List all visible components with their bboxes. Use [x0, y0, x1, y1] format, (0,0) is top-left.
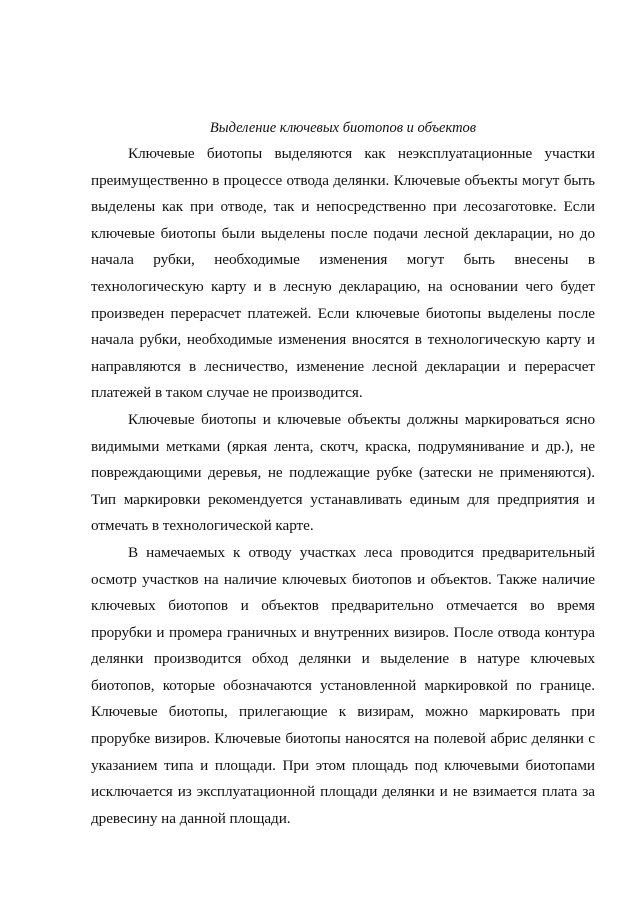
- document-body: [91, 118, 595, 832]
- section-title: Выделение ключевых биотопов и объектов: [209, 120, 477, 136]
- paragraph-3: В намечаемых к отводу участках леса проводится предварительный осмотр участков на наличие ключевых биотопов и объектов. Также наличие ключевых биотопов и объектов предварительно отмечается во время прорубки и промера граничных и внутренних визиров. После отвода контура делянки производится обход делянки и выделение в натуре ключевых биотопов, которые обозначаются установленной маркировкой по границе. Ключевые биотопы, прилегающие к визирам, можно маркировать при прорубке визиров. Ключевые биотопы наносятся на полевой абрис делянки с указанием типа и площади. При этом площадь под ключевыми биотопами исключается из эксплуатационной площади делянки и не взимается плата за древесину на данной площади.: [91, 543, 595, 827]
- paragraph-1: Ключевые биотопы выделяются как неэксплуатационные участки преимущественно в процессе отвода делянки. Ключевые объекты могут быть выделены как при отводе, так и непосредственно при лесозаготовке. Если ключевые биотопы были выделены после подачи лесной декларации, но до начала рубки, необходимые изменения могут быть внесены в технологическую карту и в лесную декларацию, на основании чего будет произведен перерасчет платежей. Если ключевые биотопы выделены после начала рубки, необходимые изменения вносятся в технологическую карту и направляются в лесничество, изменение лесной декларации и перерасчет платежей в таком случае не производится.: [91, 145, 595, 402]
- paragraph-2: Ключевые биотопы и ключевые объекты должны маркироваться ясно видимыми метками (яркая лента, скотч, краска, подрумянивание и др.), не повреждающими деревья, не подлежащие рубке (затески не применяются). Тип маркировки рекомендуется устанавливать единым для предприятия и отмечать в технологической карте.: [91, 410, 595, 535]
